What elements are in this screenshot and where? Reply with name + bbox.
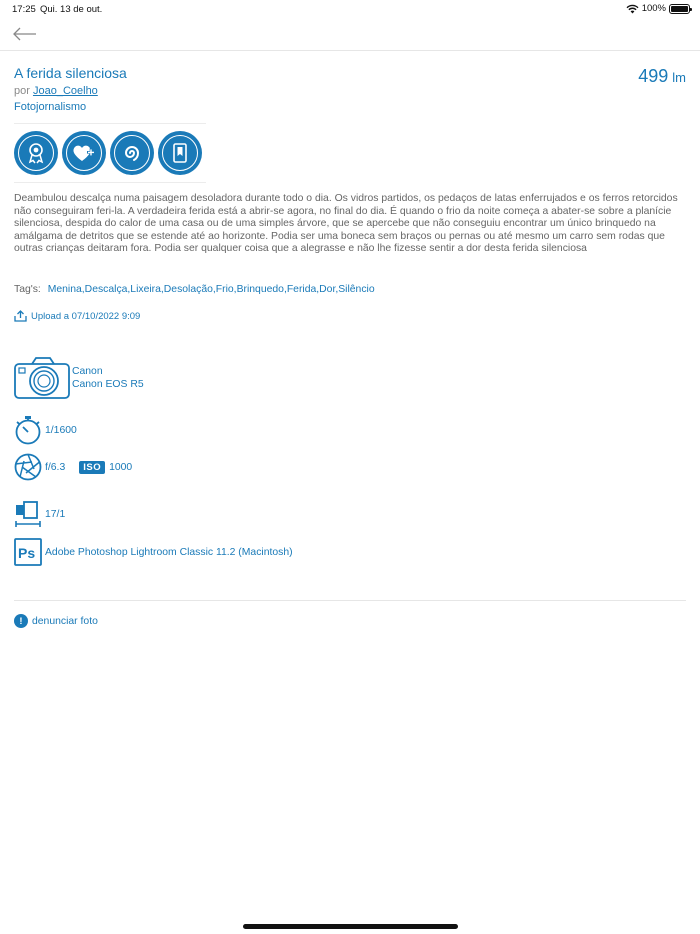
ribbon-icon [26,142,46,164]
nav-bar [0,20,700,51]
status-bar [0,0,700,20]
divider [14,600,686,601]
tags-label: Tag's: [14,284,41,295]
exif-aperture [14,453,132,481]
bookmark-button[interactable] [158,131,202,175]
author-line [14,85,98,97]
exif-software [14,538,293,566]
upload-date: Upload a 07/10/2022 9:09 [31,310,141,322]
photo-description: Deambulou descalça numa paisagem desoladora durante todo o dia. Os vidros partidos, os pedaços de latas enferrujados e os ferros retorcidos não conseguiram feri-la. A verdadeira ferida está a abrir-se agora, no final do dia. É quando o frio da noite começa a abater-se sobre a planície silenciosa, despida do calor de uma casa ou de uma simples árvore, que se apercebe que não conseguiu encontrar um único brinquedo na amálgama de detritos que se estende até ao horizonte. Podia ser uma boneca sem braços ou pernas ou até mesmo um carro sem rodas que outras crianças deitaram fora. Podia ser qualquer coisa que a alegrasse e não lhe fizesse sentir a dor desta ferida silenciosa [14,193,678,255]
upload-info [14,310,140,322]
spiral-icon [121,142,143,164]
software-value: Adobe Photoshop Lightroom Classic 11.2 (Macintosh) [45,546,293,558]
photo-title: A ferida silenciosa [14,65,127,81]
iso-badge: ISO [79,461,105,474]
author-prefix: por [14,85,30,97]
lumens-score [638,66,686,87]
battery-icon [669,4,690,14]
back-arrow-icon[interactable] [12,24,38,44]
status-time: 17:25 [12,4,36,15]
author-link[interactable]: Joao_Coelho [32,85,98,97]
tags-line [14,284,375,295]
report-label: denunciar foto [32,615,98,627]
svg-text:Ps: Ps [18,545,36,561]
stopwatch-icon [14,415,42,445]
favorite-button[interactable] [62,131,106,175]
camera-details [72,365,144,391]
focal-length-icon [14,500,42,528]
action-row [14,123,206,183]
lumens-unit: lm [672,70,686,85]
bookmark-icon [172,143,188,163]
follow-button[interactable] [110,131,154,175]
aperture-value: f/6.3 [45,461,66,473]
status-date: Qui. 13 de out. [40,4,103,15]
report-photo-link[interactable] [14,614,98,628]
camera-make: Canon [72,366,103,377]
category-link[interactable]: Fotojornalismo [14,101,87,113]
focal-value: 17/1 [45,508,66,520]
aperture-icon [14,453,42,481]
wifi-icon [626,4,639,14]
upload-icon [14,310,27,322]
shutter-value: 1/1600 [45,424,77,436]
tags-list[interactable]: Menina,Descalça,Lixeira,Desolação,Frio,Brinquedo,Ferida,Dor,Silêncio [47,284,375,295]
status-right [626,3,690,14]
camera-icon [14,356,70,400]
camera-model: Canon EOS R5 [72,379,144,390]
exif-focal [14,500,65,528]
lumens-value: 499 [638,66,669,86]
exif-camera [14,356,144,400]
award-button[interactable] [14,131,58,175]
battery-percent: 100% [641,3,666,14]
photoshop-icon [14,538,42,566]
heart-plus-icon [72,143,96,163]
alert-icon: ! [14,614,28,628]
exif-shutter [14,415,77,445]
home-indicator[interactable] [243,924,458,929]
iso-value: 1000 [109,461,133,473]
